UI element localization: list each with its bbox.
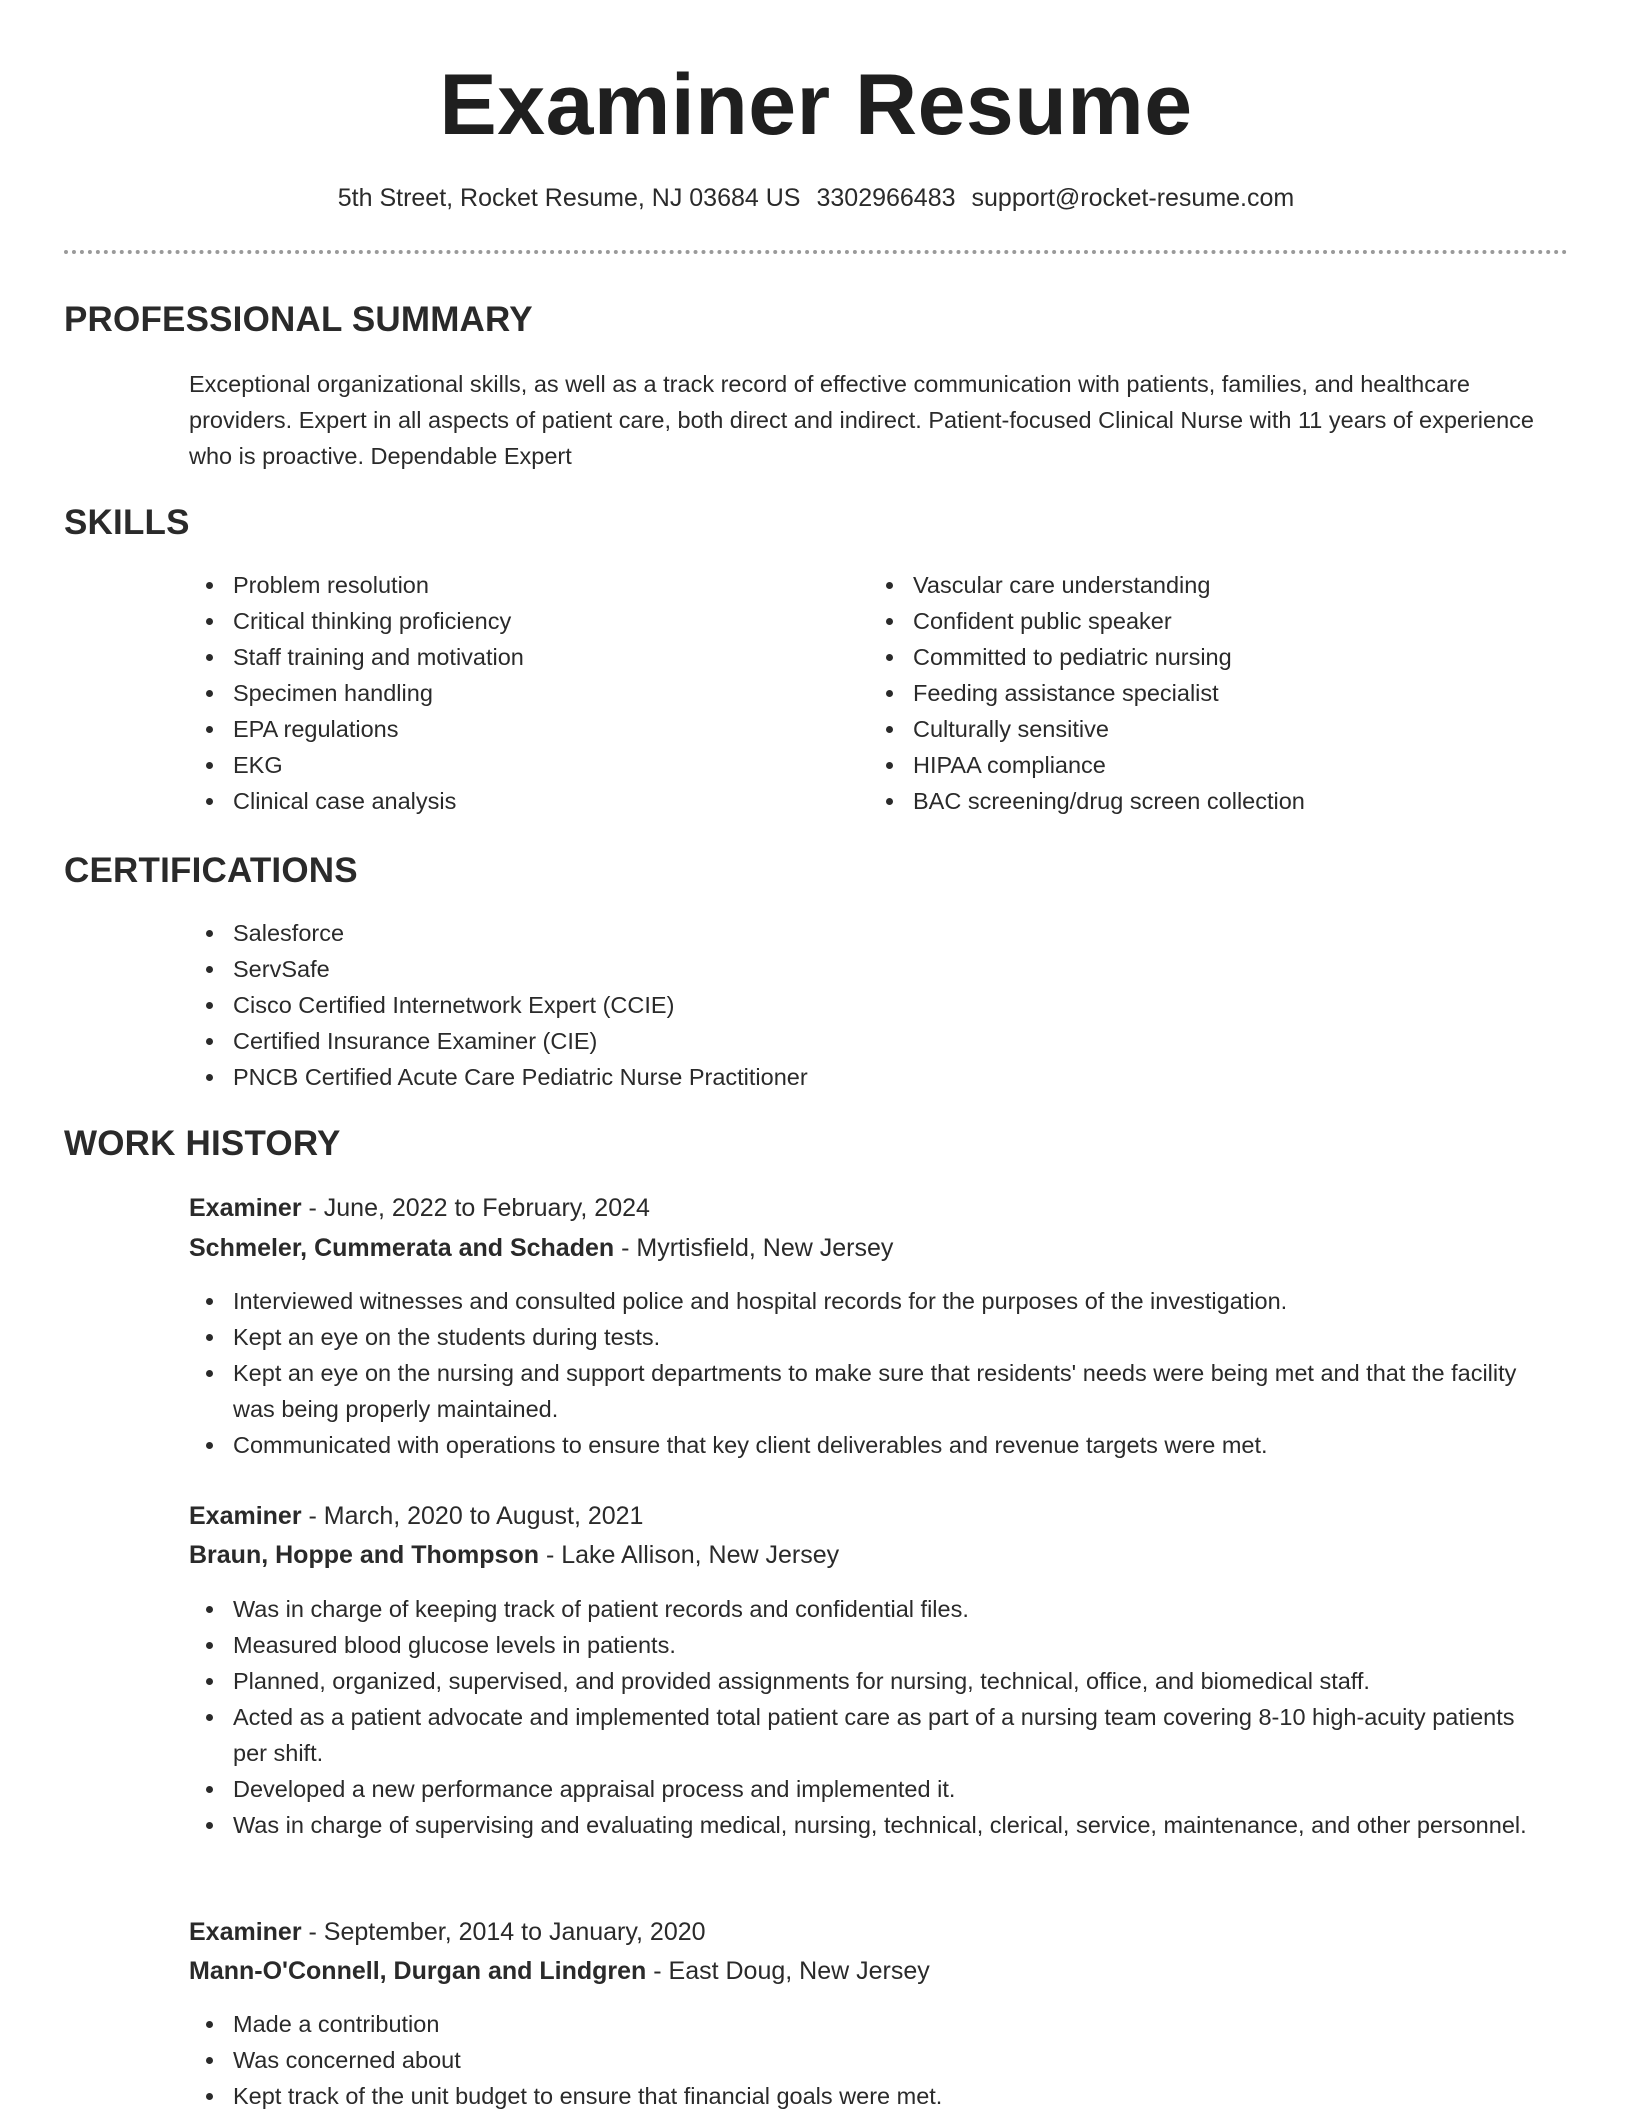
job-bullet: Interviewed witnesses and consulted police and hospital records for the purposes of the investigation.	[189, 1283, 1549, 1319]
job-location: - Myrtisfield, New Jersey	[614, 1234, 894, 1262]
skill-item: BAC screening/drug screen collection	[869, 783, 1549, 819]
skill-item: Feeding assistance specialist	[869, 675, 1549, 711]
contact-line	[0, 181, 1632, 215]
job-title-line	[189, 1190, 650, 1226]
job-bullets	[189, 1591, 1549, 1843]
section-heading-summary: PROFESSIONAL SUMMARY	[64, 300, 533, 339]
skill-item: EKG	[189, 747, 829, 783]
certifications-list	[189, 915, 1549, 1095]
skill-item: Vascular care understanding	[869, 567, 1549, 603]
job-bullet: Measured blood glucose levels in patients.	[189, 1627, 1549, 1663]
job-company: Schmeler, Cummerata and Schaden	[189, 1234, 615, 1262]
job-bullet: Made a contribution	[189, 2006, 1549, 2042]
contact-address: 5th Street, Rocket Resume, NJ 03684 US	[337, 184, 801, 212]
job-bullets	[189, 2006, 1549, 2112]
skill-item: Culturally sensitive	[869, 711, 1549, 747]
certification-item: Cisco Certified Internetwork Expert (CCIE)	[189, 987, 1549, 1023]
job-dates: - June, 2022 to February, 2024	[301, 1194, 650, 1222]
job-dates: - March, 2020 to August, 2021	[301, 1502, 644, 1530]
skill-item: EPA regulations	[189, 711, 829, 747]
skills-list-left	[189, 567, 829, 819]
job-title: Examiner	[189, 1918, 302, 1946]
contact-email: support@rocket-resume.com	[971, 184, 1295, 212]
job-title-line	[189, 1498, 643, 1534]
job-bullet: Kept an eye on the students during tests.	[189, 1319, 1549, 1355]
job-bullet: Kept an eye on the nursing and support departments to make sure that residents' needs were being met and that the facility was being properly maintained.	[189, 1355, 1549, 1427]
job-company-line	[189, 1537, 839, 1573]
job-location: - Lake Allison, New Jersey	[539, 1541, 840, 1569]
job-bullet: Communicated with operations to ensure that key client deliverables and revenue targets were met.	[189, 1427, 1549, 1463]
certification-item: Salesforce	[189, 915, 1549, 951]
job-location: - East Doug, New Jersey	[646, 1957, 930, 1985]
skill-item: Problem resolution	[189, 567, 829, 603]
header-divider	[64, 250, 1568, 254]
section-heading-skills: SKILLS	[64, 503, 190, 542]
job-bullet: Was concerned about	[189, 2042, 1549, 2078]
skills-list-right	[869, 567, 1549, 819]
skill-item: Clinical case analysis	[189, 783, 829, 819]
job-company: Mann-O'Connell, Durgan and Lindgren	[189, 1957, 647, 1985]
job-company: Braun, Hoppe and Thompson	[189, 1541, 539, 1569]
job-company-line	[189, 1230, 893, 1266]
job-dates: - September, 2014 to January, 2020	[301, 1918, 706, 1946]
skill-item: Staff training and motivation	[189, 639, 829, 675]
job-bullet: Developed a new performance appraisal process and implemented it.	[189, 1771, 1549, 1807]
contact-phone: 3302966483	[816, 184, 956, 212]
job-bullet: Kept track of the unit budget to ensure that financial goals were met.	[189, 2078, 1549, 2112]
job-bullet: Was in charge of keeping track of patient records and confidential files.	[189, 1591, 1549, 1627]
job-title: Examiner	[189, 1194, 302, 1222]
job-bullet: Planned, organized, supervised, and provided assignments for nursing, technical, office, and biomedical staff.	[189, 1663, 1549, 1699]
job-bullet: Was in charge of supervising and evaluating medical, nursing, technical, clerical, service, maintenance, and other personnel.	[189, 1807, 1549, 1843]
skill-item: Committed to pediatric nursing	[869, 639, 1549, 675]
skill-item: Critical thinking proficiency	[189, 603, 829, 639]
skill-item: Specimen handling	[189, 675, 829, 711]
certification-item: Certified Insurance Examiner (CIE)	[189, 1023, 1549, 1059]
job-title: Examiner	[189, 1502, 302, 1530]
skill-item: Confident public speaker	[869, 603, 1549, 639]
section-heading-certifications: CERTIFICATIONS	[64, 851, 358, 890]
job-bullets	[189, 1283, 1549, 1463]
resume-title: Examiner Resume	[439, 57, 1193, 153]
job-title-line	[189, 1914, 706, 1950]
job-bullet: Acted as a patient advocate and implemented total patient care as part of a nursing team covering 8-10 high-acuity patients per shift.	[189, 1699, 1549, 1771]
certification-item: PNCB Certified Acute Care Pediatric Nurse Practitioner	[189, 1059, 1549, 1095]
section-heading-work-history: WORK HISTORY	[64, 1124, 341, 1163]
certification-item: ServSafe	[189, 951, 1549, 987]
skill-item: HIPAA compliance	[869, 747, 1549, 783]
job-company-line	[189, 1953, 930, 1989]
summary-text: Exceptional organizational skills, as well as a track record of effective communication with patients, families, and healthcare providers. Expert in all aspects of patient care, both direct and indirect. Patient-focused Clinical Nurse with 11 years of experience who is proactive. Dependable Expert	[189, 371, 1534, 469]
